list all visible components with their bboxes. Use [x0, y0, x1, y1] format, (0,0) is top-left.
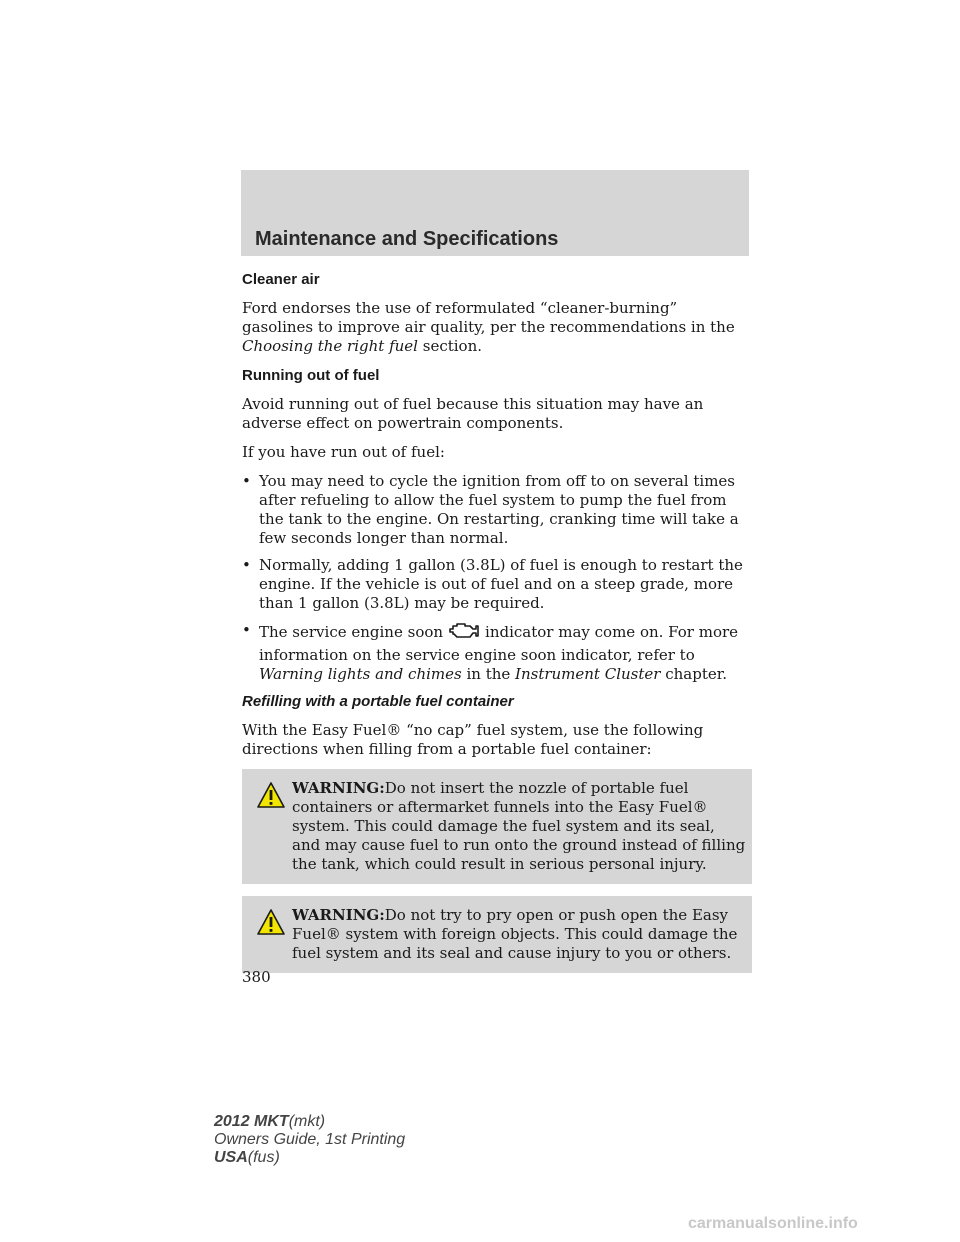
reference-link: Warning lights and chimes — [259, 665, 462, 683]
warning-label: WARNING: — [292, 779, 385, 797]
heading-refilling: Refilling with a portable fuel container — [242, 693, 514, 710]
paragraph-cleaner-air — [242, 299, 752, 356]
warning-triangle-icon — [256, 908, 286, 941]
footer-region: USA — [214, 1149, 248, 1166]
warning-text — [248, 779, 746, 874]
bullet: • — [242, 621, 251, 639]
warning-label: WARNING: — [292, 906, 385, 924]
text: Ford endorses the use of reformulated “cleaner-burning” gasolines to improve air quality, per the recommendations in the — [242, 299, 735, 336]
list-item-text: Normally, adding 1 gallon (3.8L) of fuel is enough to restart the engine. If the vehicle is out of fuel and on a steep grade, more than 1 gallon (3.8L) may be required. — [259, 556, 743, 612]
bullet-list — [242, 472, 752, 684]
page-content — [242, 270, 752, 985]
document-footer — [214, 1113, 405, 1167]
reference-link: Choosing the right fuel — [242, 337, 418, 355]
list-item-text: indicator may come on. For more information on the service engine soon indicator, refer to — [259, 623, 739, 664]
check-engine-icon — [447, 621, 481, 646]
warning-triangle-icon — [256, 781, 286, 814]
footer-line — [214, 1113, 405, 1131]
paragraph-refilling: With the Easy Fuel® “no cap” fuel system, use the following directions when filling from a portable fuel container: — [242, 721, 704, 758]
warning-text — [248, 906, 746, 963]
list-item — [242, 472, 752, 548]
list-item-text: You may need to cycle the ignition from off to on several times after refueling to allow the fuel system to pump the fuel from the tank to the engine. On restarting, cranking time will take a few seconds longer than normal. — [259, 472, 739, 547]
list-item — [242, 556, 752, 613]
section-title: Maintenance and Specifications — [255, 228, 559, 250]
footer-model: 2012 MKT — [214, 1113, 289, 1130]
list-item-text: The service engine soon — [259, 623, 444, 641]
bullet: • — [242, 472, 251, 490]
warning-body: Do not insert the nozzle of portable fuel containers or aftermarket funnels into the Easy Fuel® system. This could damage the fuel system and its seal, and may cause fuel to run onto the ground instead of filling the tank, which could result in serious personal injury. — [292, 779, 746, 873]
bullet: • — [242, 556, 251, 574]
text: section. — [417, 337, 483, 355]
footer-code: (mkt) — [288, 1113, 326, 1130]
heading-cleaner-air: Cleaner air — [242, 271, 320, 288]
list-item — [242, 621, 752, 684]
list-item-text: in the — [461, 665, 516, 683]
warning-body: Do not try to pry open or push open the Easy Fuel® system with foreign objects. This could damage the fuel system and its seal and cause injury to you or others. — [292, 906, 738, 962]
footer-line: Owners Guide, 1st Printing — [214, 1131, 406, 1148]
footer-line — [214, 1149, 405, 1167]
list-item-text: chapter. — [660, 665, 728, 683]
footer-code: (fus) — [247, 1149, 280, 1166]
warning-box — [242, 896, 752, 973]
watermark: carmanualsonline.info — [688, 1215, 858, 1232]
heading-running-out: Running out of fuel — [242, 367, 380, 384]
paragraph-running-out-1: Avoid running out of fuel because this situation may have an adverse effect on powertrain components. — [242, 395, 704, 432]
page-number: 380 — [242, 968, 271, 986]
reference-link: Instrument Cluster — [515, 665, 661, 683]
paragraph-running-out-2: If you have run out of fuel: — [242, 443, 445, 461]
warning-box — [242, 769, 752, 884]
